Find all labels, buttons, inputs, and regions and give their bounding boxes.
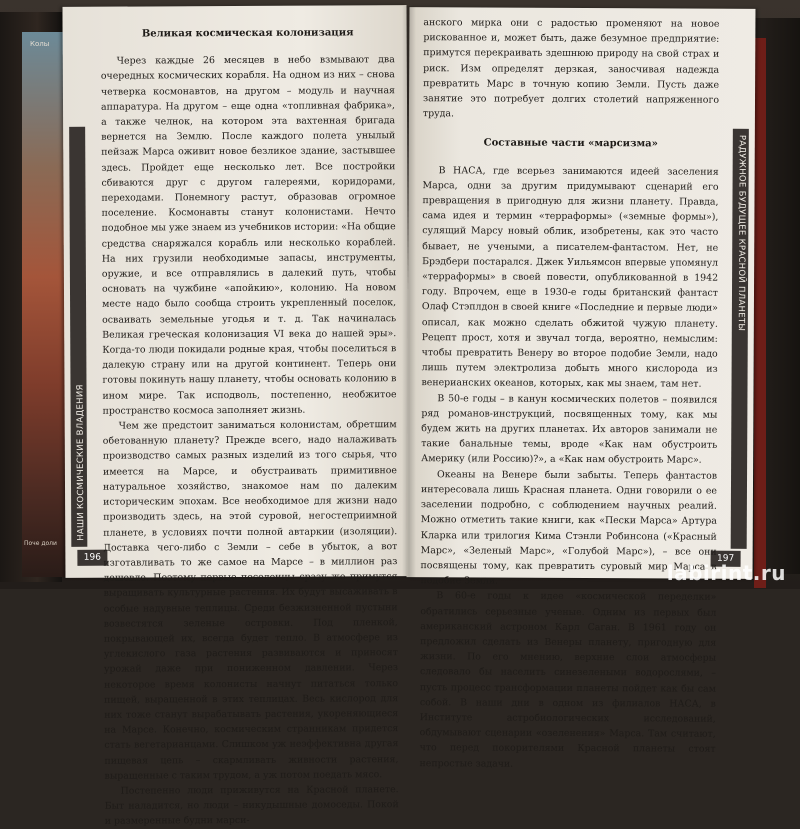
left-page-text — [101, 15, 399, 829]
page-number-left: 196 — [77, 550, 107, 566]
paragraph-continued: анского мирка они с радостью променяют на новое рискованное и, может быть, даже безумное предприятие: примутся перекраивать здешнюю природу на свой страх и риск. Изм определят дерзкая, заносчивая надежда превратить Марс в точную копию Земли. Пусть даже занятие это потребует долгих столетий напряженного труда. — [422, 17, 720, 120]
page-number-right: 197 — [711, 551, 741, 567]
section-heading-left: Великая космическая колонизация — [141, 27, 354, 40]
running-title-band-right — [731, 129, 749, 549]
cover-bottom-text: Поче доли — [24, 540, 57, 547]
cover-accent-strip — [754, 38, 766, 588]
back-cover-left — [0, 12, 62, 582]
right-page — [407, 7, 756, 770]
paragraph: Постепенно люди приживутся на Красной планете. Быт наладится, но люди – никудышные домоседы. Покой и размеренные будни марси- — [104, 784, 399, 828]
paragraph: В 50-е годы – в канун космических полетов – появился ряд романов-инструкций, посвященных тому, как мы будем жить на других планетах. Их авторов занимали не такие банальные темы, вроде «Как нам обустроить Америку (или Россию)?», а «Как нам обустроить Марс». — [421, 392, 718, 467]
running-title-right: РАДУЖНОЕ БУДУЩЕЕ КРАСНОЙ ПЛАНЕТЫ — [735, 134, 747, 332]
paragraph: В 60-е годы к идее «космической переделки» обратились серьезные ученые. Одним из первых был американский астроном Карл Саган. В 1961 году он предложил сделать из Венеры планету, пригодную для жизни. По его мнению, верхние слои атмосферы следовало бы населить синезелеными водорослями, – пусть процесс трансформации планеты пойдет как бы сам собой. В наши дни в одном из филиалов НАСА, в Институте астробиологических исследований, обдумывают сценарии «озеленения» Марса. Там считают, что перед покорителями Красной планеты стоят непростые задачи. — [419, 590, 717, 770]
paragraph: Океаны на Венере были забыты. Теперь фантастов интересовала лишь Красная планета. Одни говорили о ее заселении подробно, с соблюдением научных реалий. Можно отметить такие книги, как «Пески Марса» Артура Кларка или трилогия Кима Стэнли Робинсона («Красный Марс», «Зеленый Марс», «Голубой Марс»), – все они посвящены тому, как превратить суровый мир Марса в подобие Земли. — [420, 468, 718, 587]
book-gutter — [402, 6, 416, 578]
watermark: labirint.ru — [666, 561, 786, 585]
section-heading-right: Составные части «марсизма» — [483, 137, 658, 150]
paragraph: Через каждые 26 месяцев в небо взмывают два очередных космических корабля. На одном из них – снова четверка космонавтов, на другом – модуль и научная аппаратура. На другом – еще одна «топливная фабрика», а также челнок, на котором эта вахтенная бригада вернется на Землю. После каждого полета унылый пейзаж Марса оживит новое безликое здание, застывшее здесь. Пройдет еще несколько лет. Все постройки сбиваются друг с другом галереями, коридорами, переходами. Понемногу растут, образовав огромное поселение. Космонавты станут колонистами. Нечто подобное мы уже знаем из учебников истории: «На общие средства снаряжался корабль или несколько кораблей. На них грузили необходимые запасы, инструменты, оружие, и все отправлялись в далекий путь, чтобы основать на чужбине «апойкию», колонию. На новом месте надо было сообща строить укрепленный поселок, осваивать земельные угодья и т. д. Так начиналась Великая греческая колонизация VI века до нашей эры». Когда-то люди покидали родные края, чтобы поселиться в далекую страну или на другой континент. Теперь они готовы покинуть нашу планету, чтобы основать колонию в ином мире. Так исподволь, постепенно, необжитое пространство космоса заполняет жизнь. — [100, 54, 397, 417]
paragraph: Чем же предстоит заниматься колонистам, обретшим обетованную планету? Прежде всего, надо налаживать производство самых разных изделий из того сырья, что имеется на Марсе, и обустраивать примитивное натуральное хозяйство, знакомое нам по далеким историческим эпохам. Все необходимое для жизни надо производить здесь, на этой суровой, негостеприимной планете, в условиях почти полной автаркии (изоляции). Доставка чего-либо с Земли – себе в убыток, а вот изготавливать то же самое на Марсе – в миллион раз дешевле. Поэтому первые поселенцы сразу же примутся выращивать культурные растения. Их будут высаживать в особые надувные теплицы. Среди безжизненной пустыни возвестятся зеленые островки. Под пленкой, покрывающей их, всегда будет тепло. В атмосфере из углекислого газа растения развиваются и приносят урожай даже при пониженном давлении. Через некоторое время колонисты начнут питаться только пищей, выращенной в этих теплицах. Весь кислород для них тоже станут вырабатывать растения, укореняющиеся на Марсе. Конечно, космическим странникам придется стать вегетарианцами. Слишком уж неэффективна другая пищевая цепь – скармливать живности растения, выращенные с таким трудом, а уж потом поедать мясо. — [102, 419, 399, 782]
left-page — [63, 5, 410, 828]
paragraph: В НАСА, где всерьез занимаются идеей заселения Марса, одни за другим придумывают сценарий его превращения в пригодную для жизни планету. Правда, сама идея и термин «терраформы» («земные формы»), сулящий Марсу новый облик, изобретены, как это часто бывает, не учеными, а писателем-фантастом. Нет, не Брэдбери постарался. Джек Уильямсон впервые упомянул «терраформы» в своей повести, опубликованной в 1942 году. Впрочем, еще в 1930-е годы британский фантаст Олаф Стэплдон в своей книге «Последние и первые люди» описал, как можно сделать обжитой чужую планету. Рецепт прост, хотя и звучал тогда, вероятно, немыслим: чтобы превратить Венеру во второе подобие Земли, надо лишь путем электролиза добыть много кислорода из венерианских океанов, которых, как мы знаем, там нет. — [421, 164, 719, 391]
right-page-text — [419, 15, 719, 772]
cover-top-text: Колы — [30, 40, 50, 48]
running-title-left: НАШИ КОСМИЧЕСКИЕ ВЛАДЕНИЯ — [75, 384, 87, 541]
running-title-band-left — [69, 127, 87, 547]
cover-image — [22, 32, 66, 577]
